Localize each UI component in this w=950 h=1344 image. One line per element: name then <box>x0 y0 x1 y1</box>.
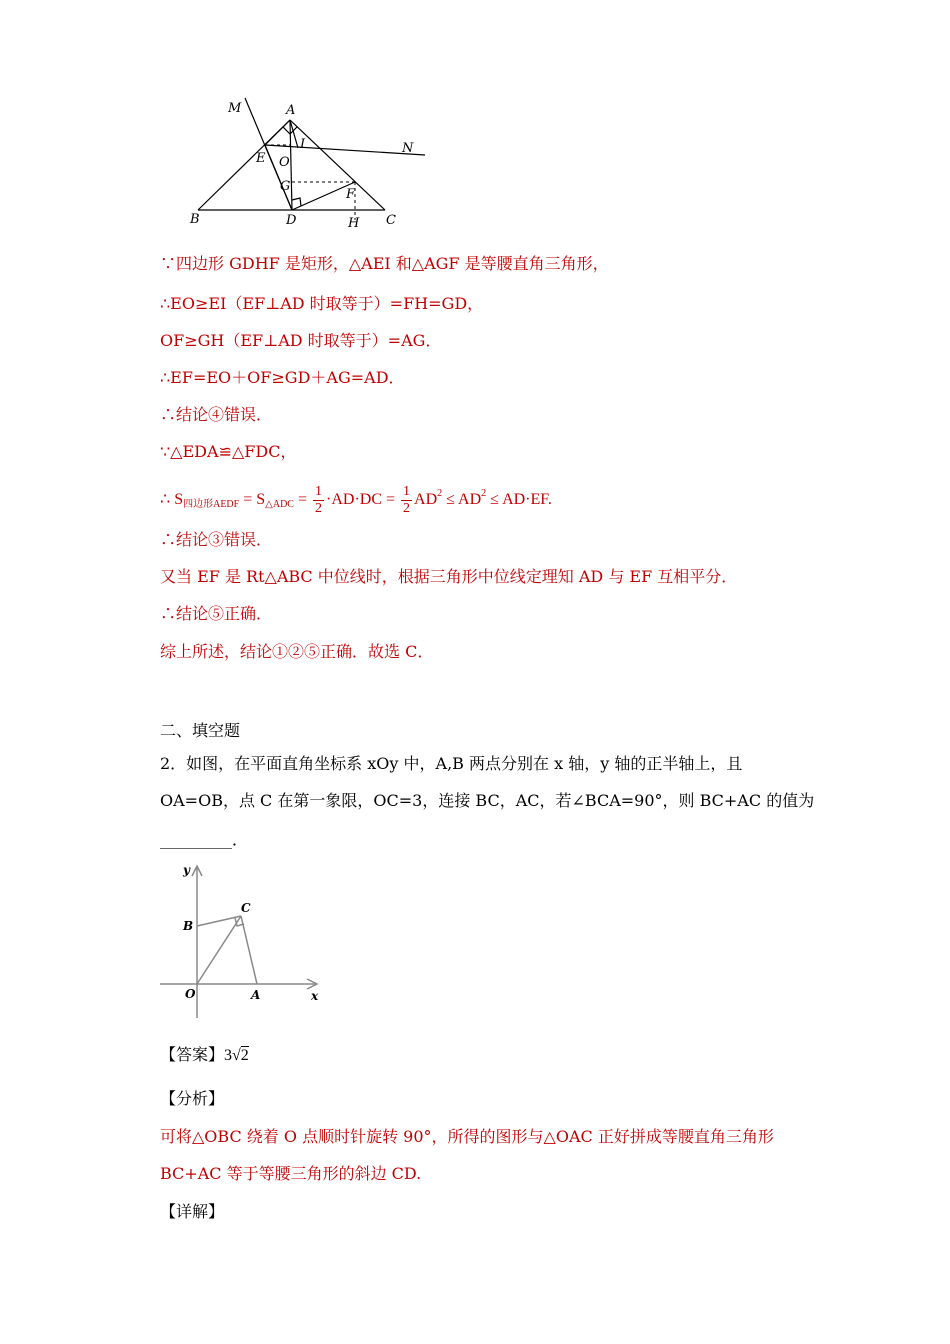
analysis-line-1: 可将△OBC 绕着 O 点顺时针旋转 90°，所得的图形与△OAC 正好拼成等腰直角三角形 <box>160 1127 774 1146</box>
label-M: M <box>228 101 242 116</box>
point-label-C: C <box>241 901 251 915</box>
label-O: O <box>279 155 290 170</box>
text-line-10: ∴结论⑤正确． <box>160 604 273 623</box>
text-line-8: ∴结论③错误． <box>160 530 273 549</box>
label-G: G <box>280 179 291 194</box>
sqrt-symbol: √ <box>232 1047 241 1064</box>
label-E: E <box>256 151 266 166</box>
text-line-6: ∵△EDA≌△FDC， <box>160 442 297 461</box>
question-line-3: _________． <box>160 830 249 849</box>
geometry-figure-1 <box>180 90 450 235</box>
analysis-label: 【分析】 <box>160 1089 225 1108</box>
point-label-A: A <box>251 988 261 1002</box>
text-line-9: 又当 EF 是 Rt△ABC 中位线时，根据三角形中位线定理知 AD 与 EF 互相平分． <box>160 567 738 586</box>
text-line-3: OF≥GH（EF⊥AD 时取等于）=AG． <box>160 331 442 350</box>
label-F: F <box>346 187 356 202</box>
text-line-11: 综上所述，结论①②⑤正确．故选 C． <box>160 642 434 661</box>
question-line-1: 2．如图，在平面直角坐标系 xOy 中，A,B 两点分别在 x 轴，y 轴的正半轴上，且 <box>160 754 743 773</box>
detail-label: 【详解】 <box>160 1202 225 1221</box>
coordinate-figure-2 <box>155 858 335 1023</box>
answer-line: 【答案】3√2 <box>160 1045 249 1064</box>
label-I: I <box>300 137 306 152</box>
text-line-1: ∵四边形 GDHF 是矩形，△AEI 和△AGF 是等腰直角三角形， <box>160 254 609 273</box>
area-formula: ∴ $S_{四边形AEDF} = S_{\triangle ADC}$ = $\frac{1}{2}$ ·AD·DC = $\frac{1}{2}$ $AD^2 \le AD^2 \le AD\cdot EF$. <box>160 483 552 516</box>
axis-label-x: x <box>311 989 319 1003</box>
label-H: H <box>348 216 360 231</box>
question-line-2: OA=OB，点 C 在第一象限，OC=3，连接 BC，AC，若∠BCA=90°，则 BC+AC 的值为 <box>160 791 815 810</box>
label-A: A <box>286 103 296 118</box>
text-line-2: ∴EO≥EI（EF⊥AD 时取等于）=FH=GD， <box>160 294 484 313</box>
axis-label-y: y <box>183 863 190 877</box>
label-N: N <box>402 141 414 156</box>
label-B: B <box>190 212 200 227</box>
analysis-line-2: BC+AC 等于等腰三角形的斜边 CD. <box>160 1164 422 1183</box>
text-line-5: ∴结论④错误． <box>160 405 273 424</box>
point-label-B: B <box>183 919 194 933</box>
label-C: C <box>386 213 396 228</box>
section-heading: 二、填空题 <box>160 721 241 740</box>
text-line-4: ∴EF=EO＋OF≥GD＋AG=AD． <box>160 368 405 387</box>
point-label-O: O <box>185 987 196 1001</box>
label-D: D <box>286 213 297 228</box>
